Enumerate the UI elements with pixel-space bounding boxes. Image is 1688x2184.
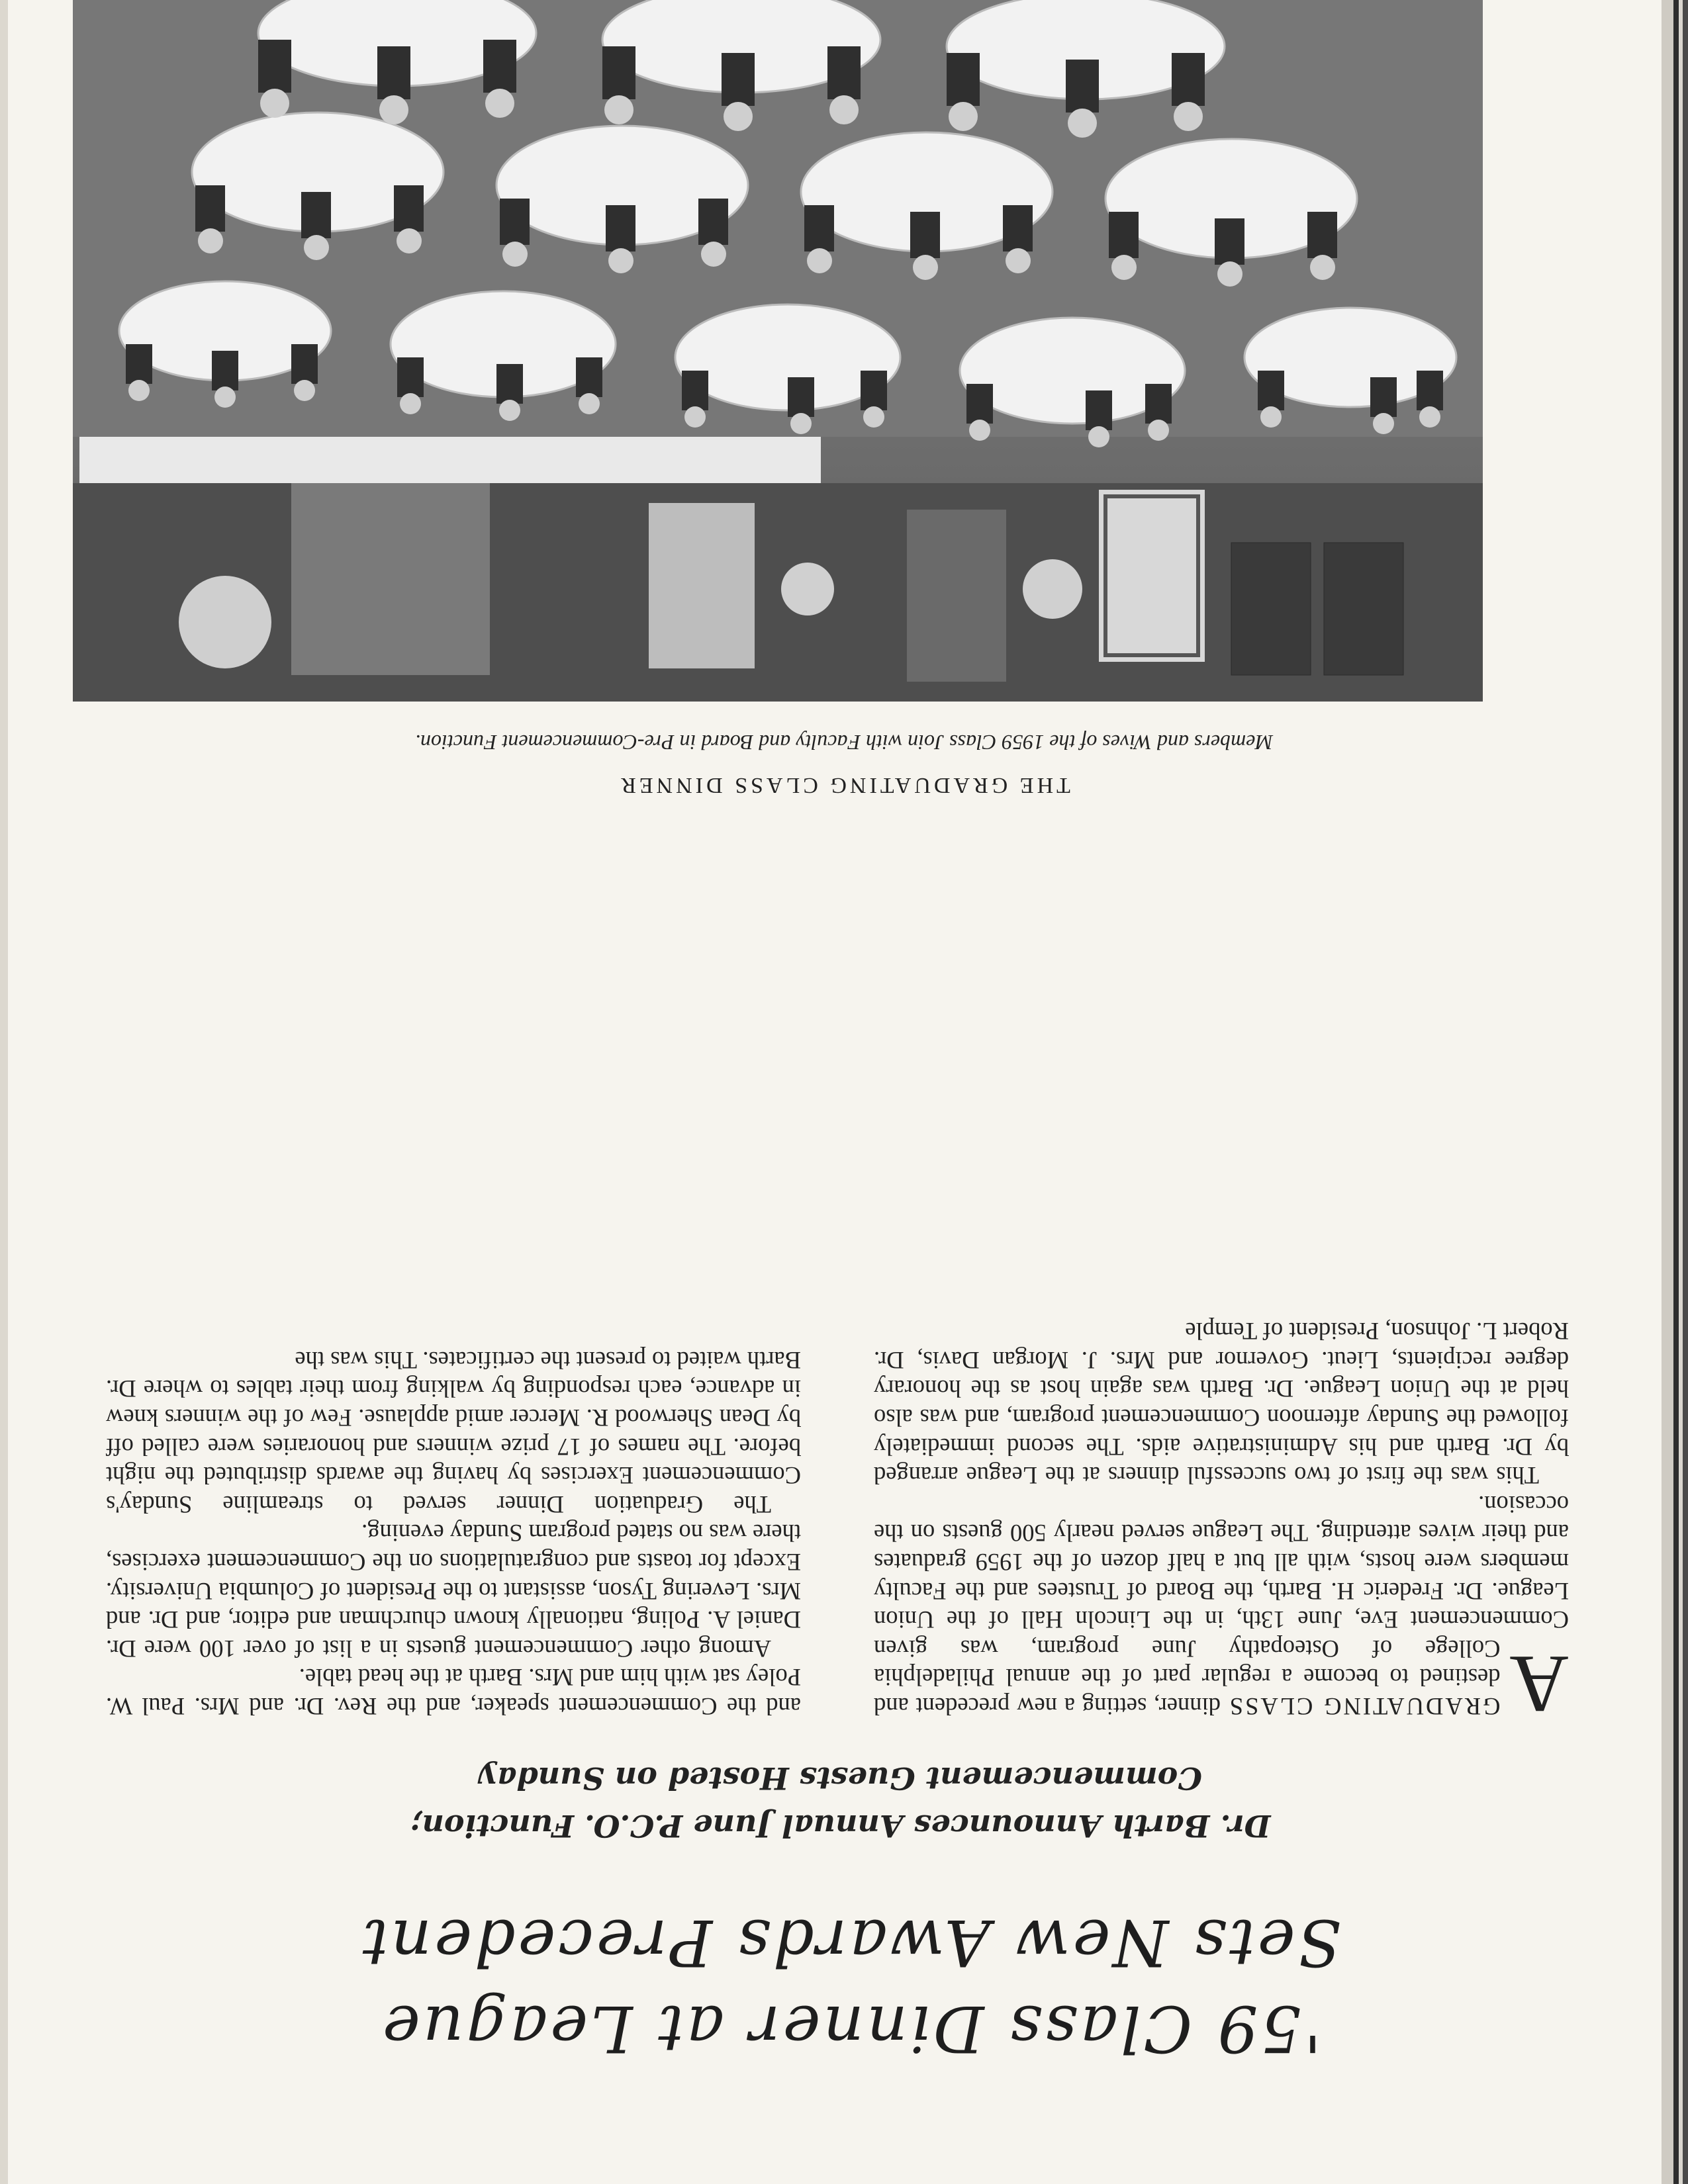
subheadline-line-1: Dr. Barth Announces Annual June P.C.O. Function;: [410, 1808, 1271, 1844]
paragraph: The Graduation Dinner served to streamline Sunday's Commencement Exercises by having the awards distributed the night before. The names of 17 prize winners and honoraries were called off by Dean Sherwood R. Mercer amid applause. Few of the winners knew in advance, each responding by walking from their tables to where Dr. Barth waited to present the certificates. This was the: [106, 1346, 801, 1518]
headline: [106, 1899, 1595, 2071]
photo-caption-title: THE GRADUATING CLASS DINNER: [618, 773, 1070, 797]
lead-caps: GRADUATING CLASS: [1227, 1693, 1501, 1720]
paragraph: This was the first of two successful dinners at the League arranged by Dr. Barth and his Administrative aids. The second immediately followed the Sunday afternoon Commencement program, and was also held at the Union League. Dr. Barth was again host as the honorary degree recipients, Lieut. Governor and Mrs. J. Morgan Davis, Dr. Robert L. Johnson, President of Temple: [874, 1318, 1569, 1490]
article-body: [106, 841, 1569, 1729]
paragraph: Among other Commencement guests in a list of over 100 were Dr. Daniel A. Poling, nationally known churchman and editor, and Dr. and Mrs. Levering Tyson, assistant to the President of Columbia University. Except for toasts and congratulations on the Commencement exercises, there was no stated program Sunday evening.: [106, 1520, 801, 1662]
subheadline-line-2: Commencement Guests Hosted on Sunday: [479, 1760, 1203, 1796]
paragraph: and the Commencement speaker, and the Rev. Dr. and Mrs. Paul W. Poley sat with him and Mrs. Barth at the head table.: [106, 1664, 801, 1720]
binding-edge: [1662, 0, 1688, 2184]
text-column-right: [106, 841, 801, 1721]
page-edge: [0, 0, 8, 2184]
headline-line-1: '59 Class Dinner at League: [379, 1991, 1322, 2066]
headline-line-2: Sets New Awards Precedent: [359, 1905, 1342, 1979]
drop-cap: A: [1509, 1639, 1569, 1729]
paragraph-text: dinner, setting a new precedent and destined to become a regular part of the annual Philadelphia College of Osteopathy June program, was given Commencement Eve, June 13th, in the Lincoln Hall of the Union League. Dr. Frederic H. Barth, the Board of Trustees and the Faculty members were hosts, with all but a half dozen of the 1959 graduates and their wives attending. The League served nearly 500 guests on the occasion.: [874, 1490, 1569, 1720]
subheadline: [212, 1754, 1470, 1850]
banquet-photo-illustration: [73, 0, 1483, 702]
photo-caption: Members and Wives of the 1959 Class Join with Faculty and Board in Pre-Commencement Function.: [414, 731, 1274, 754]
text-column-left: [874, 841, 1569, 1729]
paragraph: [874, 1490, 1569, 1729]
banquet-photo: [73, 0, 1483, 702]
